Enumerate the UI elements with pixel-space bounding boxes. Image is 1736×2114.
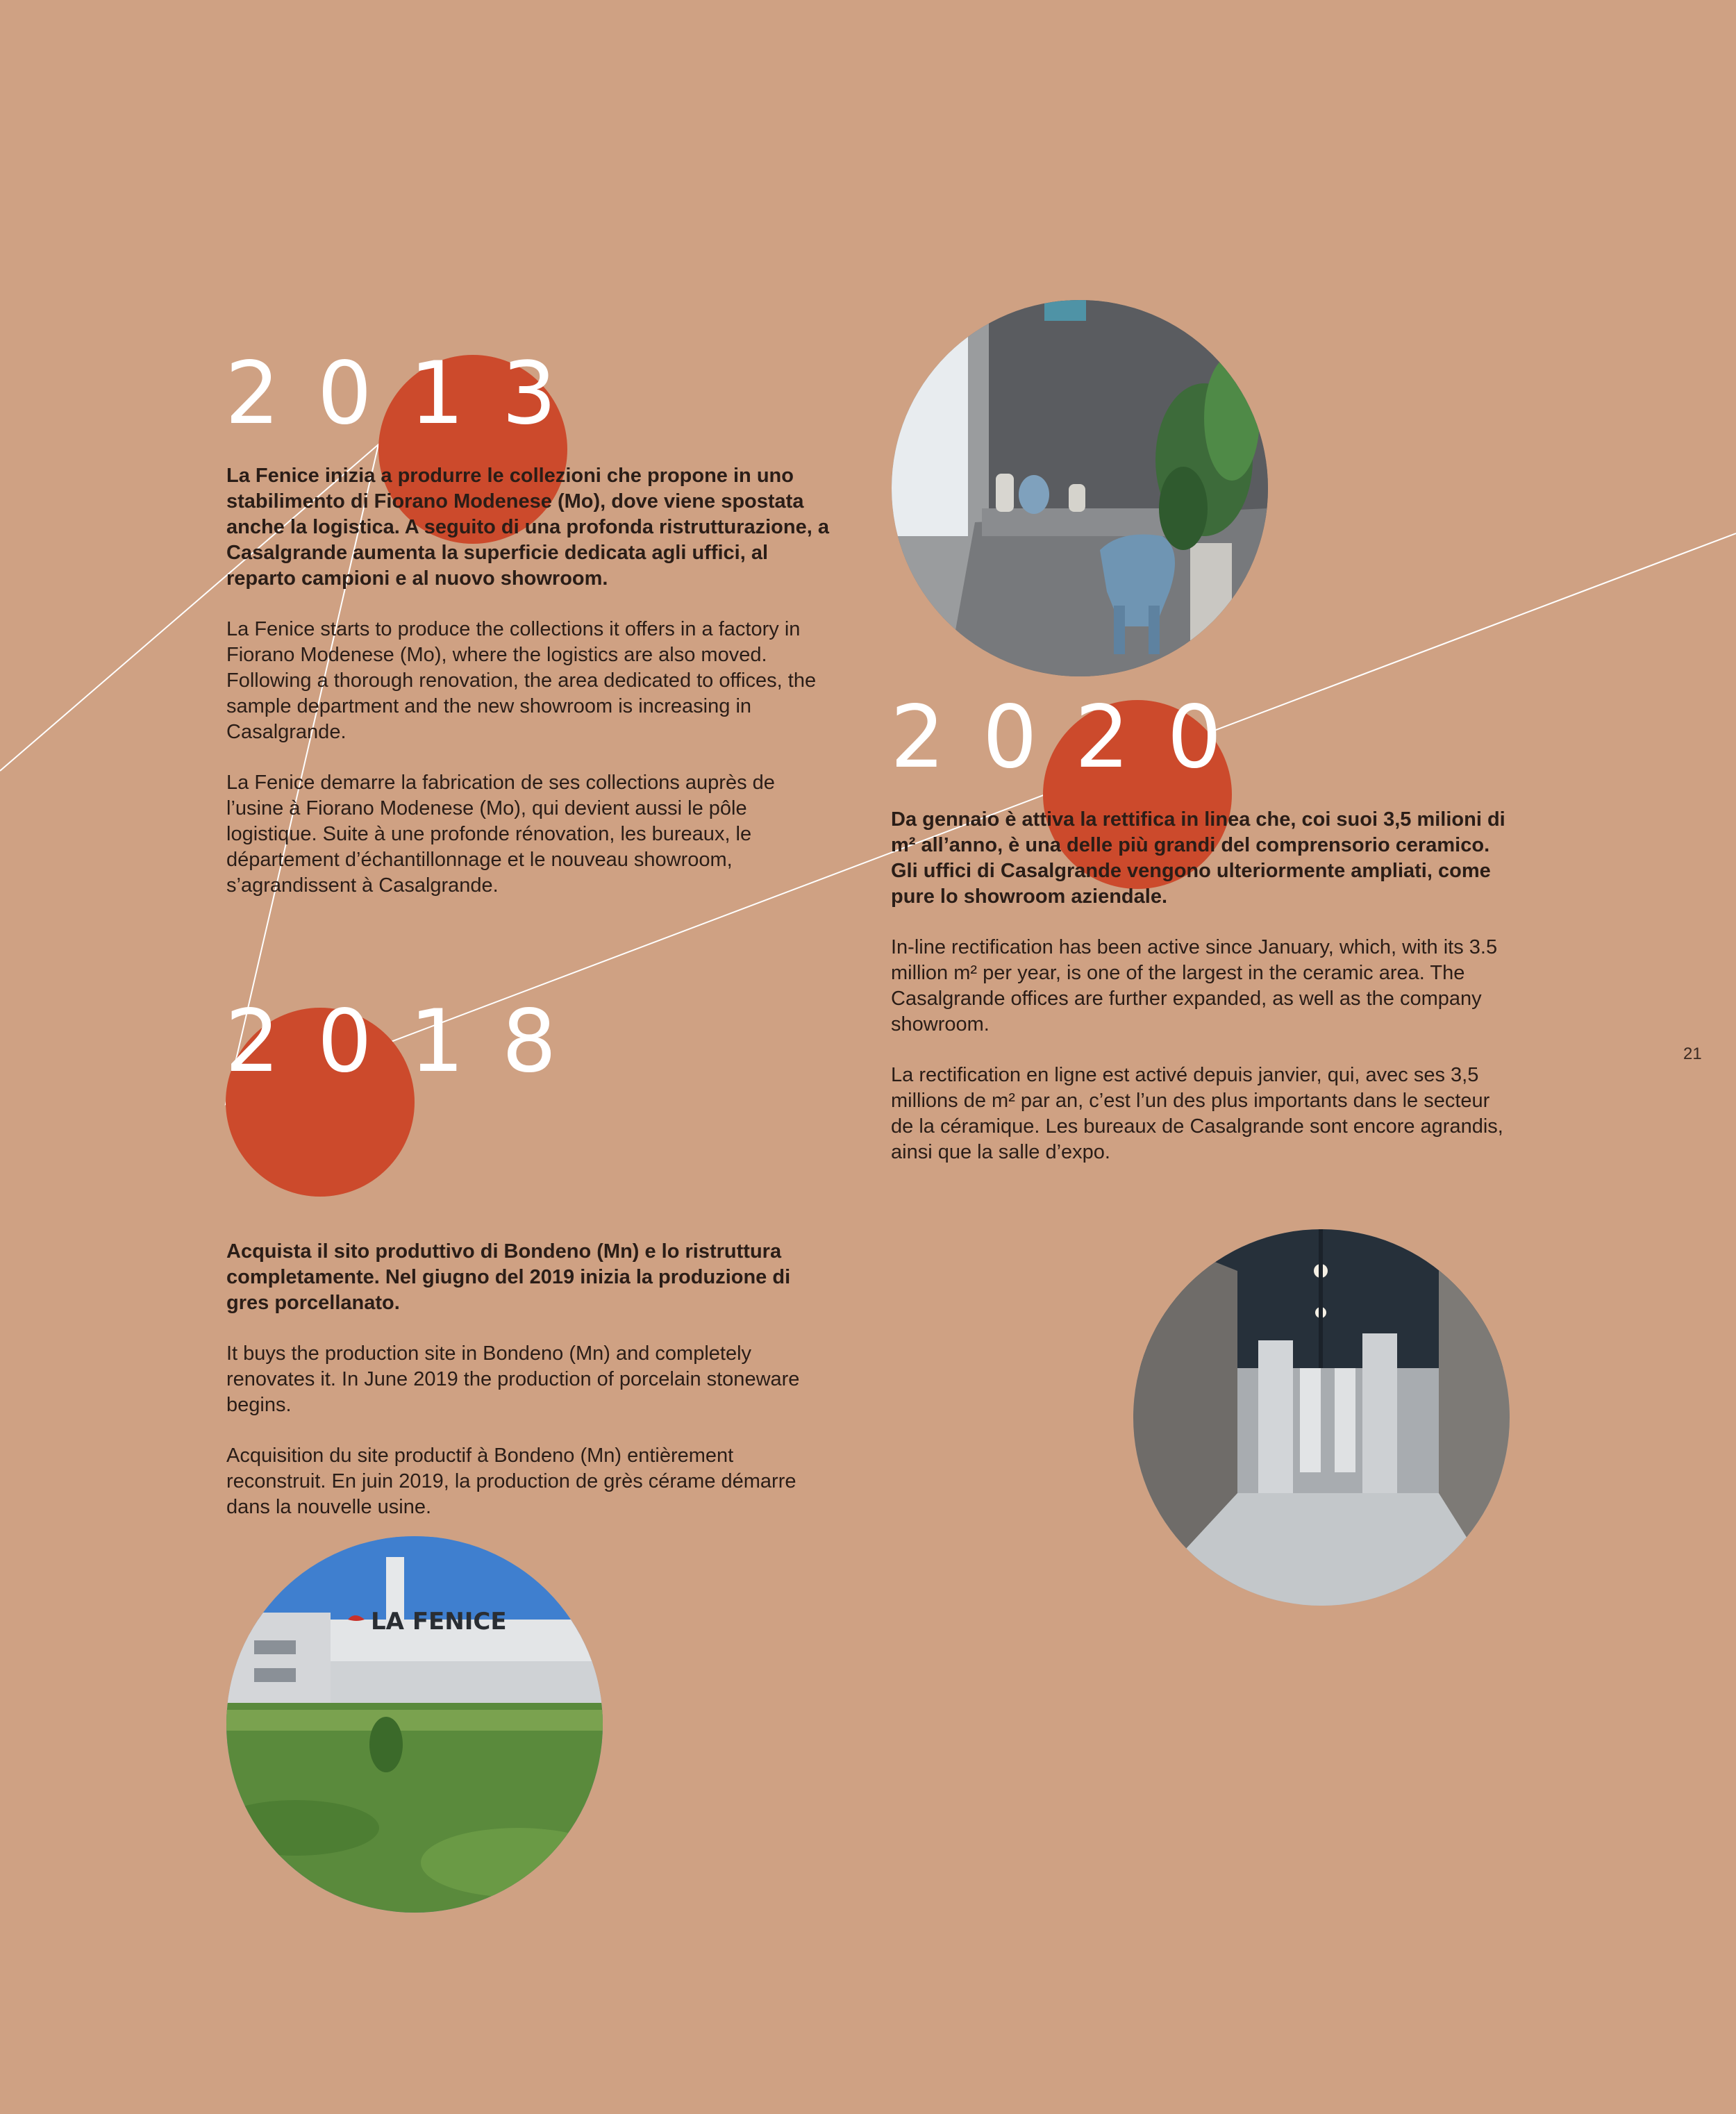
entry-2018-text xyxy=(226,1239,837,1545)
factory-sign-text: LA FENICE xyxy=(371,1608,507,1636)
page-number: 21 xyxy=(1683,1044,1702,1063)
factory-photo xyxy=(226,1536,603,1913)
entry-2013-text xyxy=(226,463,837,924)
entry-2018-it: Acquista il sito produttivo di Bondeno (Mn) e lo ristruttura completamente. Nel giugno del 2019 inizia la produzione di gres porcellanato. xyxy=(226,1240,791,1314)
year-2013: 2013 xyxy=(225,344,594,444)
entry-2020-it: Da gennaio è attiva la rettifica in linea che, coi suoi 3,5 milioni di m² all’anno, è una delle più grandi del comprensorio ceramico. Gli uffici di Casalgrande vengono ulteriormente ampliati, come pure lo showroom aziendale. xyxy=(891,808,1505,908)
entry-2013-fr: La Fenice demarre la fabrication de ses collections auprès de l’usine à Fiorano Modenese (Mo), qui devient aussi le pôle logistique. Suite à une profonde rénovation, les bureaux, le département d’échantillonnage et le nouveau showroom, s’agrandissent à Casalgrande. xyxy=(226,772,775,897)
entry-2013-it: La Fenice inizia a produrre le collezioni che propone in uno stabilimento di Fiorano Modenese (Mo), dove viene spostata anche la logistica. A seguito di una profonda ristrutturazione, a Casalgrande aumenta la superficie dedicata agli uffici, al reparto campioni e al nuovo showroom. xyxy=(226,465,829,590)
year-2018: 2018 xyxy=(225,992,594,1092)
entry-2018-fr: Acquisition du site productif à Bondeno (Mn) entièrement reconstruit. En juin 2019, la production de grès cérame démarre dans la nouvelle usine. xyxy=(226,1445,796,1518)
entry-2020-fr: La rectification en ligne est activé depuis janvier, qui, avec ses 3,5 millions de m² par an, c’est l’un des plus importants dans le secteur de la céramique. Les bureaux de Casalgrande sont encore agrandis, ainsi que la salle d’expo. xyxy=(891,1064,1503,1163)
entry-2013-en: La Fenice starts to produce the collections it offers in a factory in Fiorano Modenese (Mo), where the logistics are also moved. Following a thorough renovation, the area dedicated to offices, the sample department and the new showroom is increasing in Casalgrande. xyxy=(226,618,817,743)
year-2020: 2020 xyxy=(890,688,1260,788)
interior-photo xyxy=(892,300,1268,676)
entry-2018-en: It buys the production site in Bondeno (Mn) and completely renovates it. In June 2019 the production of porcelain stoneware begins. xyxy=(226,1342,800,1416)
entry-2020-en: In-line rectification has been active since January, which, with its 3.5 million m² per year, is one of the largest in the ceramic area. The Casalgrande offices are further expanded, as well as the company showroom. xyxy=(891,936,1498,1035)
warehouse-photo xyxy=(1133,1229,1510,1606)
entry-2020-text xyxy=(891,807,1516,1190)
